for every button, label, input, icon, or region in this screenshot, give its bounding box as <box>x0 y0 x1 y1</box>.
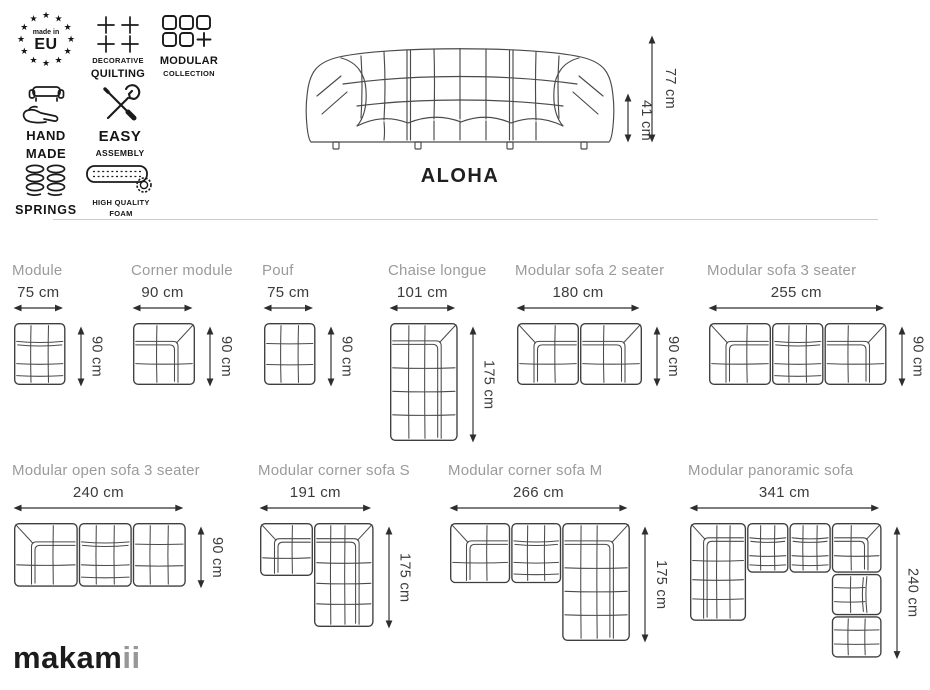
width-dimension: 75 cm <box>12 284 65 314</box>
svg-text:★: ★ <box>29 55 38 65</box>
depth-dimension-arrow <box>891 525 903 661</box>
badge-label: EU <box>34 36 58 53</box>
badge-modular-collection <box>156 14 222 79</box>
svg-text:★: ★ <box>54 55 63 65</box>
depth-dimension: 90 cm <box>75 321 105 392</box>
seat-height-label: 41 cm <box>638 100 654 141</box>
depth-dimension: 240 cm <box>891 521 921 665</box>
badge-label: HIGH QUALITY <box>92 198 150 207</box>
depth-dimension-arrow <box>325 325 337 388</box>
width-dimension: 266 cm <box>448 484 629 514</box>
depth-dimension: 175 cm <box>383 521 413 634</box>
badge-springs <box>14 162 78 217</box>
svg-text:★: ★ <box>20 46 29 57</box>
modular-collection-icon <box>160 14 218 52</box>
top-view-drawing <box>262 321 318 392</box>
quilting-icon <box>93 14 143 54</box>
svg-text:★: ★ <box>41 10 51 21</box>
width-dimension-arrow <box>262 302 315 314</box>
top-view-drawing <box>258 521 376 634</box>
module-name: Modular sofa 2 seater <box>515 262 665 279</box>
top-view-drawing <box>131 321 197 392</box>
svg-text:★: ★ <box>16 34 26 45</box>
width-dimension-arrow <box>12 302 65 314</box>
width-dimension: 240 cm <box>12 484 185 514</box>
width-dimension: 191 cm <box>258 484 373 514</box>
badge-label: MADE <box>25 145 67 161</box>
sofa-dimensions <box>622 34 686 150</box>
width-dimension-arrow <box>515 302 641 314</box>
springs-icon <box>23 162 69 200</box>
sofa-front-illustration <box>295 26 625 168</box>
badge-hand-made <box>14 84 78 161</box>
module-name: Modular corner sofa S <box>258 462 410 479</box>
top-view-drawing <box>448 521 632 648</box>
product-name: ALOHA <box>420 165 500 187</box>
width-dimension: 90 cm <box>131 284 194 314</box>
badge-label: QUILTING <box>90 68 146 81</box>
badge-label: made in <box>32 29 60 36</box>
width-dimension-arrow <box>707 302 886 314</box>
svg-text:★: ★ <box>29 13 38 24</box>
depth-dimension-arrow <box>75 325 87 388</box>
diagram-corner-sofa-m <box>448 462 669 648</box>
diagram-panoramic-sofa <box>688 462 921 665</box>
svg-text:★: ★ <box>41 58 51 69</box>
tools-icon <box>97 82 143 126</box>
diagram-corner-sofa-s <box>258 462 413 634</box>
badge-decorative-quilting <box>84 14 152 81</box>
module-name: Corner module <box>131 262 233 279</box>
module-name: Pouf <box>262 262 294 279</box>
seat-height-dimension-arrow <box>622 92 634 144</box>
depth-dimension: 90 cm <box>651 321 681 392</box>
badge-label: MODULAR <box>159 55 219 67</box>
module-name: Module <box>12 262 63 279</box>
top-view-drawing <box>12 521 188 594</box>
diagram-sofa-2-seater <box>515 262 681 392</box>
width-dimension-arrow <box>448 502 629 514</box>
total-height-label: 77 cm <box>662 68 678 109</box>
depth-dimension: 90 cm <box>204 321 234 392</box>
depth-dimension-arrow <box>204 325 216 388</box>
top-view-drawing <box>688 521 884 665</box>
foam-icon <box>85 162 157 196</box>
diagram-corner-module <box>131 262 234 392</box>
brand-logo-accent: ii <box>122 640 141 675</box>
brand-logo-main: makam <box>13 640 123 675</box>
badge-made-in-eu <box>14 10 78 70</box>
badge-high-quality-foam <box>80 162 162 219</box>
diagram-pouf <box>262 262 355 392</box>
svg-text:★: ★ <box>54 13 63 24</box>
depth-dimension-arrow <box>896 325 908 388</box>
width-dimension-arrow <box>12 502 185 514</box>
badge-label: COLLECTION <box>163 69 215 79</box>
module-name: Modular open sofa 3 seater <box>12 462 200 479</box>
width-dimension: 341 cm <box>688 484 881 514</box>
module-name: Modular corner sofa M <box>448 462 603 479</box>
module-name: Modular panoramic sofa <box>688 462 854 479</box>
section-divider <box>53 219 878 220</box>
width-dimension: 75 cm <box>262 284 315 314</box>
depth-dimension-arrow <box>639 525 651 644</box>
badge-label: SPRINGS <box>15 203 77 217</box>
top-view-drawing <box>707 321 889 392</box>
diagram-sofa-3-seater <box>707 262 926 392</box>
depth-dimension: 90 cm <box>325 321 355 392</box>
feature-badges <box>10 8 226 222</box>
module-name: Modular sofa 3 seater <box>707 262 857 279</box>
svg-text:★: ★ <box>63 46 72 57</box>
depth-dimension: 90 cm <box>195 521 225 594</box>
width-dimension: 180 cm <box>515 284 641 314</box>
svg-text:★: ★ <box>20 22 29 33</box>
top-view-drawing <box>515 321 644 392</box>
depth-dimension: 175 cm <box>639 521 669 648</box>
brand-logo <box>13 640 141 676</box>
width-dimension-arrow <box>688 502 881 514</box>
depth-dimension: 90 cm <box>896 321 926 392</box>
svg-text:★: ★ <box>63 22 72 33</box>
svg-text:★: ★ <box>66 34 76 45</box>
depth-dimension-arrow <box>383 525 395 630</box>
badge-label: ASSEMBLY <box>95 147 145 158</box>
hand-made-icon <box>20 84 72 126</box>
depth-dimension: 175 cm <box>467 321 497 448</box>
badge-easy-assembly <box>82 82 158 158</box>
diagram-module <box>12 262 105 392</box>
diagram-chaise-longue <box>388 262 497 448</box>
top-view-drawing <box>388 321 460 448</box>
diagram-open-sofa-3-seater <box>12 462 225 594</box>
width-dimension: 101 cm <box>388 284 457 314</box>
width-dimension: 255 cm <box>707 284 886 314</box>
width-dimension-arrow <box>388 302 457 314</box>
badge-label: HAND <box>26 128 66 143</box>
badge-label: DECORATIVE <box>92 56 144 65</box>
badge-label: EASY <box>98 128 142 145</box>
depth-dimension-arrow <box>651 325 663 388</box>
badge-label: FOAM <box>109 209 133 219</box>
module-name: Chaise longue <box>388 262 487 279</box>
width-dimension-arrow <box>131 302 194 314</box>
depth-dimension-arrow <box>467 325 479 444</box>
depth-dimension-arrow <box>195 525 207 590</box>
top-view-drawing <box>12 321 68 392</box>
width-dimension-arrow <box>258 502 373 514</box>
